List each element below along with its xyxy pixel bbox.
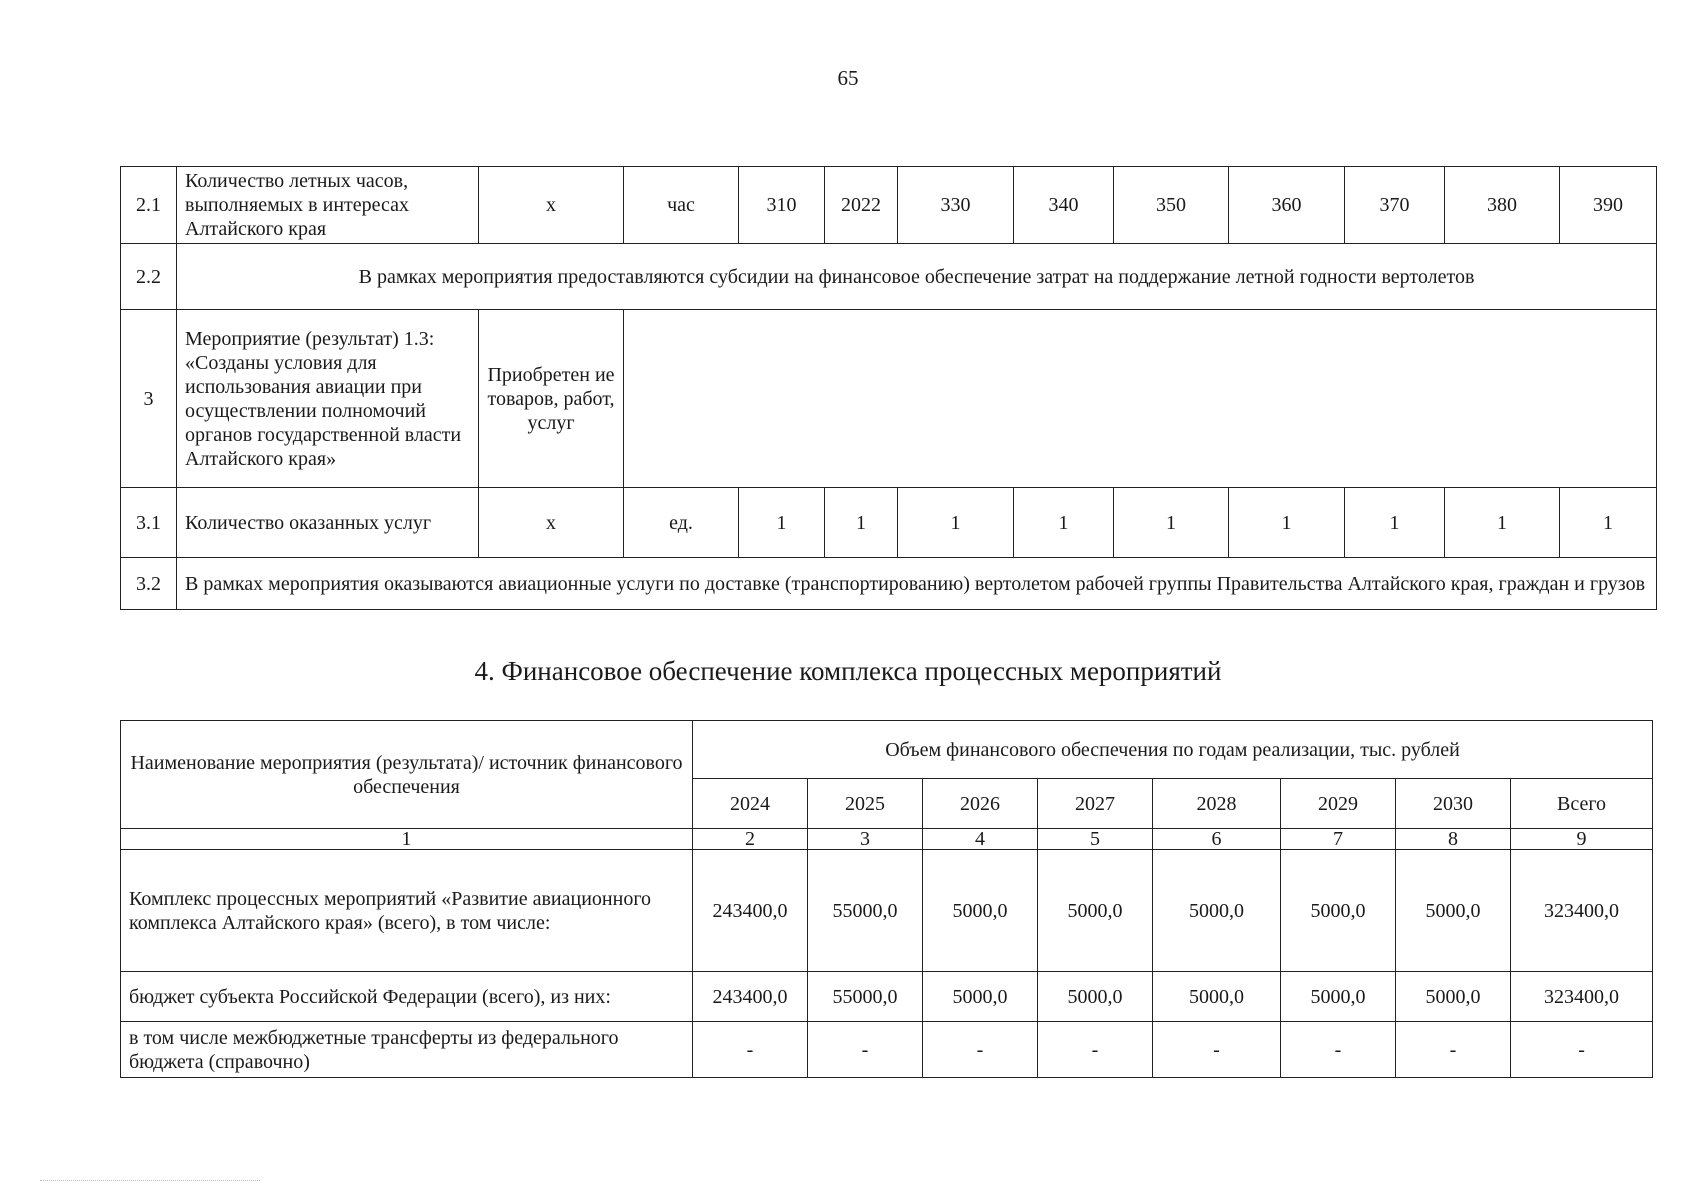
amount-cell: 5000,0 bbox=[1038, 972, 1153, 1022]
empty-cell bbox=[624, 310, 1657, 488]
column-number: 7 bbox=[1281, 829, 1396, 850]
year-header: 2024 bbox=[693, 779, 808, 829]
indicator-type: х bbox=[479, 488, 624, 558]
indicator-type: х bbox=[479, 167, 624, 244]
value-cell: 1 bbox=[1114, 488, 1229, 558]
amount-cell: 5000,0 bbox=[923, 972, 1038, 1022]
finance-row-name: Комплекс процессных мероприятий «Развитие авиационного комплекса Алтайского края» (всего), в том числе: bbox=[121, 850, 693, 972]
row-note: В рамках мероприятия предоставляются субсидии на финансовое обеспечение затрат на поддержание летной годности вертолетов bbox=[177, 244, 1657, 310]
indicator-type: Приобретен ие товаров, работ, услуг bbox=[479, 310, 624, 488]
indicators-table bbox=[120, 166, 1657, 610]
year-header: 2026 bbox=[923, 779, 1038, 829]
row-note: В рамках мероприятия оказываются авиационные услуги по доставке (транспортированию) вертолетом рабочей группы Правительства Алтайского края, граждан и грузов bbox=[177, 558, 1657, 610]
year-header: 2025 bbox=[808, 779, 923, 829]
amount-cell: 5000,0 bbox=[1153, 972, 1281, 1022]
value-cell: 390 bbox=[1560, 167, 1657, 244]
amount-cell: 5000,0 bbox=[1281, 972, 1396, 1022]
column-number: 5 bbox=[1038, 829, 1153, 850]
total-header: Всего bbox=[1511, 779, 1653, 829]
column-number: 1 bbox=[121, 829, 693, 850]
column-number: 6 bbox=[1153, 829, 1281, 850]
amount-cell: - bbox=[693, 1022, 808, 1078]
amount-cell: 5000,0 bbox=[1396, 972, 1511, 1022]
amount-cell: - bbox=[1153, 1022, 1281, 1078]
value-cell: 350 bbox=[1114, 167, 1229, 244]
amount-cell: 5000,0 bbox=[1038, 850, 1153, 972]
year-header: 2029 bbox=[1281, 779, 1396, 829]
amount-cell: 323400,0 bbox=[1511, 972, 1653, 1022]
table-row bbox=[121, 558, 1657, 610]
table-row bbox=[121, 310, 1657, 488]
column-number: 3 bbox=[808, 829, 923, 850]
value-cell: 330 bbox=[898, 167, 1014, 244]
amount-cell: - bbox=[1396, 1022, 1511, 1078]
amount-cell: 243400,0 bbox=[693, 850, 808, 972]
amount-cell: - bbox=[1038, 1022, 1153, 1078]
indicator-unit: ед. bbox=[624, 488, 739, 558]
value-cell: 1 bbox=[739, 488, 825, 558]
year-header: 2030 bbox=[1396, 779, 1511, 829]
amount-cell: 5000,0 bbox=[1153, 850, 1281, 972]
column-number: 2 bbox=[693, 829, 808, 850]
amount-cell: 5000,0 bbox=[1281, 850, 1396, 972]
column-numbers-row bbox=[121, 829, 1653, 850]
page-number: 65 bbox=[837, 66, 859, 90]
value-cell: 1 bbox=[825, 488, 898, 558]
year-header: 2028 bbox=[1153, 779, 1281, 829]
value-cell: 1 bbox=[1560, 488, 1657, 558]
value-cell: 1 bbox=[1014, 488, 1114, 558]
column-number: 9 bbox=[1511, 829, 1653, 850]
row-number: 3.1 bbox=[121, 488, 177, 558]
amount-cell: 5000,0 bbox=[923, 850, 1038, 972]
amount-cell: 5000,0 bbox=[1396, 850, 1511, 972]
value-cell: 310 bbox=[739, 167, 825, 244]
table-row bbox=[121, 972, 1653, 1022]
column-header-volume: Объем финансового обеспечения по годам реализации, тыс. рублей bbox=[693, 721, 1653, 779]
table-row bbox=[121, 850, 1653, 972]
scan-artifact bbox=[40, 1180, 260, 1183]
finance-row-name: бюджет субъекта Российской Федерации (всего), из них: bbox=[121, 972, 693, 1022]
row-number: 3 bbox=[121, 310, 177, 488]
indicator-name: Мероприятие (результат) 1.3: «Созданы условия для использования авиации при осуществлении полномочий органов государственной власти Алтайского края» bbox=[177, 310, 479, 488]
indicator-unit: час bbox=[624, 167, 739, 244]
value-cell: 1 bbox=[1345, 488, 1445, 558]
table-row bbox=[121, 244, 1657, 310]
amount-cell: 323400,0 bbox=[1511, 850, 1653, 972]
amount-cell: - bbox=[1511, 1022, 1653, 1078]
header-row bbox=[121, 721, 1653, 779]
value-cell: 370 bbox=[1345, 167, 1445, 244]
amount-cell: - bbox=[1281, 1022, 1396, 1078]
value-cell: 340 bbox=[1014, 167, 1114, 244]
value-cell: 1 bbox=[898, 488, 1014, 558]
amount-cell: - bbox=[808, 1022, 923, 1078]
amount-cell: - bbox=[923, 1022, 1038, 1078]
finance-table bbox=[120, 720, 1653, 1078]
table-row bbox=[121, 167, 1657, 244]
section-title: 4. Финансовое обеспечение комплекса процессных мероприятий bbox=[474, 656, 1222, 686]
column-number: 4 bbox=[923, 829, 1038, 850]
value-cell: 380 bbox=[1445, 167, 1560, 244]
finance-row-name: в том числе межбюджетные трансферты из федерального бюджета (справочно) bbox=[121, 1022, 693, 1078]
year-header: 2027 bbox=[1038, 779, 1153, 829]
value-cell: 1 bbox=[1229, 488, 1345, 558]
indicator-name: Количество оказанных услуг bbox=[177, 488, 479, 558]
row-number: 2.1 bbox=[121, 167, 177, 244]
amount-cell: 243400,0 bbox=[693, 972, 808, 1022]
value-cell: 1 bbox=[1445, 488, 1560, 558]
column-number: 8 bbox=[1396, 829, 1511, 850]
value-cell: 2022 bbox=[825, 167, 898, 244]
indicator-name: Количество летных часов, выполняемых в интересах Алтайского края bbox=[177, 167, 479, 244]
row-number: 3.2 bbox=[121, 558, 177, 610]
amount-cell: 55000,0 bbox=[808, 850, 923, 972]
column-header-name: Наименование мероприятия (результата)/ источник финансового обеспечения bbox=[121, 721, 693, 829]
row-number: 2.2 bbox=[121, 244, 177, 310]
table-row bbox=[121, 488, 1657, 558]
table-row bbox=[121, 1022, 1653, 1078]
amount-cell: 55000,0 bbox=[808, 972, 923, 1022]
value-cell: 360 bbox=[1229, 167, 1345, 244]
